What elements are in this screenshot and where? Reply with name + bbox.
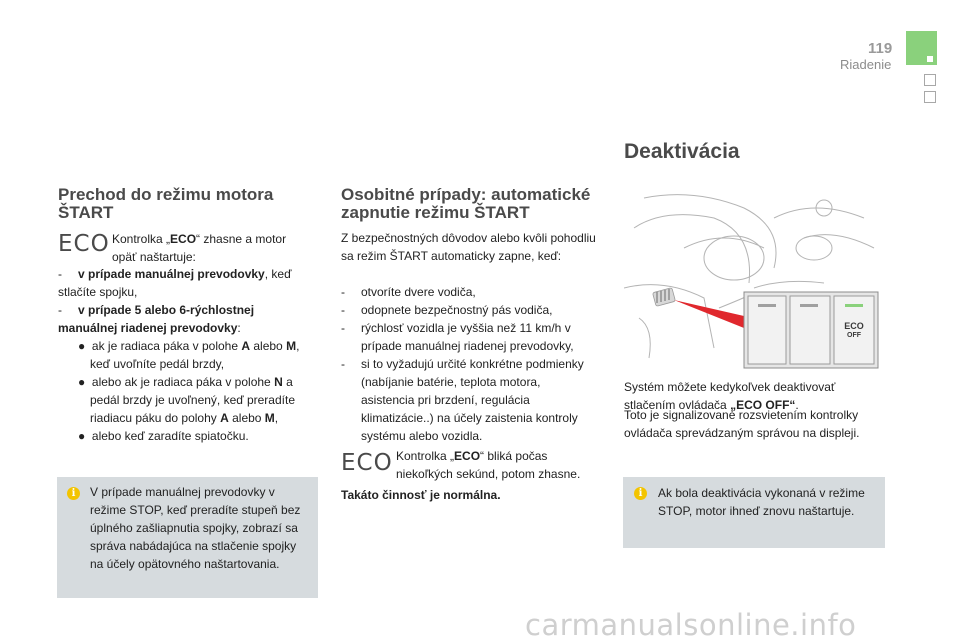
eco-off-illustration (624, 188, 880, 370)
lamp-off-text: Kontrolka „ECO“ zhasne a motor opäť naštartuje: (112, 232, 287, 264)
bullet-item: ● alebo ak je radiaca páka v polohe N a pedál brzdy je uvoľnený, keď preradíte riadiacu páku do polohy A alebo M, (78, 375, 295, 425)
list-item: - odopnete bezpečnostný pás vodiča, (341, 303, 553, 317)
tab-marker-icon (927, 56, 933, 62)
normal-note: Takáto činnosť je normálna. (341, 488, 501, 502)
special-conditions (341, 283, 597, 445)
eco-lamp-icon: ECO (341, 450, 393, 476)
deactivation-signal-text: Toto je signalizované rozsvietením kontrolky ovládača sprevádzaným správou na displeji. (624, 408, 860, 440)
dashboard-drawing (624, 188, 880, 370)
nav-square-icon (924, 91, 936, 103)
chapter-title: Riadenie (840, 57, 892, 72)
lamp-blink-text: Kontrolka „ECO“ bliká počas niekoľkých sekúnd, potom zhasne. (396, 449, 581, 481)
page-number: 119 (868, 40, 893, 57)
section-title-start: Prechod do režimu motora ŠTART (58, 185, 274, 222)
info-box-deactivation (623, 477, 885, 548)
bullet-item: ● alebo keď zaradíte spiatočku. (78, 429, 249, 443)
start-conditions (58, 265, 316, 445)
info-icon: i (634, 487, 647, 500)
info-icon: i (67, 487, 80, 500)
watermark-text: carmanualsonline.info (525, 608, 857, 642)
section-title-deactivation: Deaktivácia (624, 140, 740, 163)
list-item: - otvoríte dvere vodiča, (341, 285, 476, 299)
list-item: - v prípade 5 alebo 6-rýchlostnej manuálnej riadenej prevodovky: (58, 303, 255, 335)
deactivation-text: Systém môžete kedykoľvek deaktivovať stlačením ovládača „ECO OFF“. (624, 380, 836, 412)
nav-square-icon (924, 74, 936, 86)
info-box-manual (57, 477, 318, 598)
eco-lamp-icon: ECO (58, 231, 110, 257)
section-title-special: Osobitné prípady: automatické zapnutie režimu ŠTART (341, 185, 591, 222)
info-text: Ak bola deaktivácia vykonaná v režime STOP, motor ihneď znovu naštartuje. (658, 486, 865, 518)
list-item: - rýchlosť vozidla je vyššia než 11 km/h v prípade manuálnej riadenej prevodovky, (341, 321, 574, 353)
special-intro: Z bezpečnostných dôvodov alebo kvôli pohodliu sa režim ŠTART automaticky zapne, keď: (341, 231, 596, 263)
eco-off-button: ECO OFF (844, 321, 864, 339)
info-text: V prípade manuálnej prevodovky v režime STOP, keď preradíte stupeň bez úplného zašliapnutia spojky, zobrazí sa správa nabádajúca na stlačenie spojky na účely opätovného naštartovania. (90, 485, 301, 571)
list-item: - si to vyžadujú určité konkrétne podmienky (nabíjanie batérie, teplota motora, asistencia pri brzdení, regulácia klimatizácie..) na účely zaistenia kontroly systému alebo vozidla. (341, 357, 584, 443)
bullet-item: ● ak je radiaca páka v polohe A alebo M, keď uvoľníte pedál brzdy, (78, 339, 300, 371)
chapter-tab (906, 31, 937, 65)
list-item: - v prípade manuálnej prevodovky, keď stlačíte spojku, (58, 267, 292, 299)
